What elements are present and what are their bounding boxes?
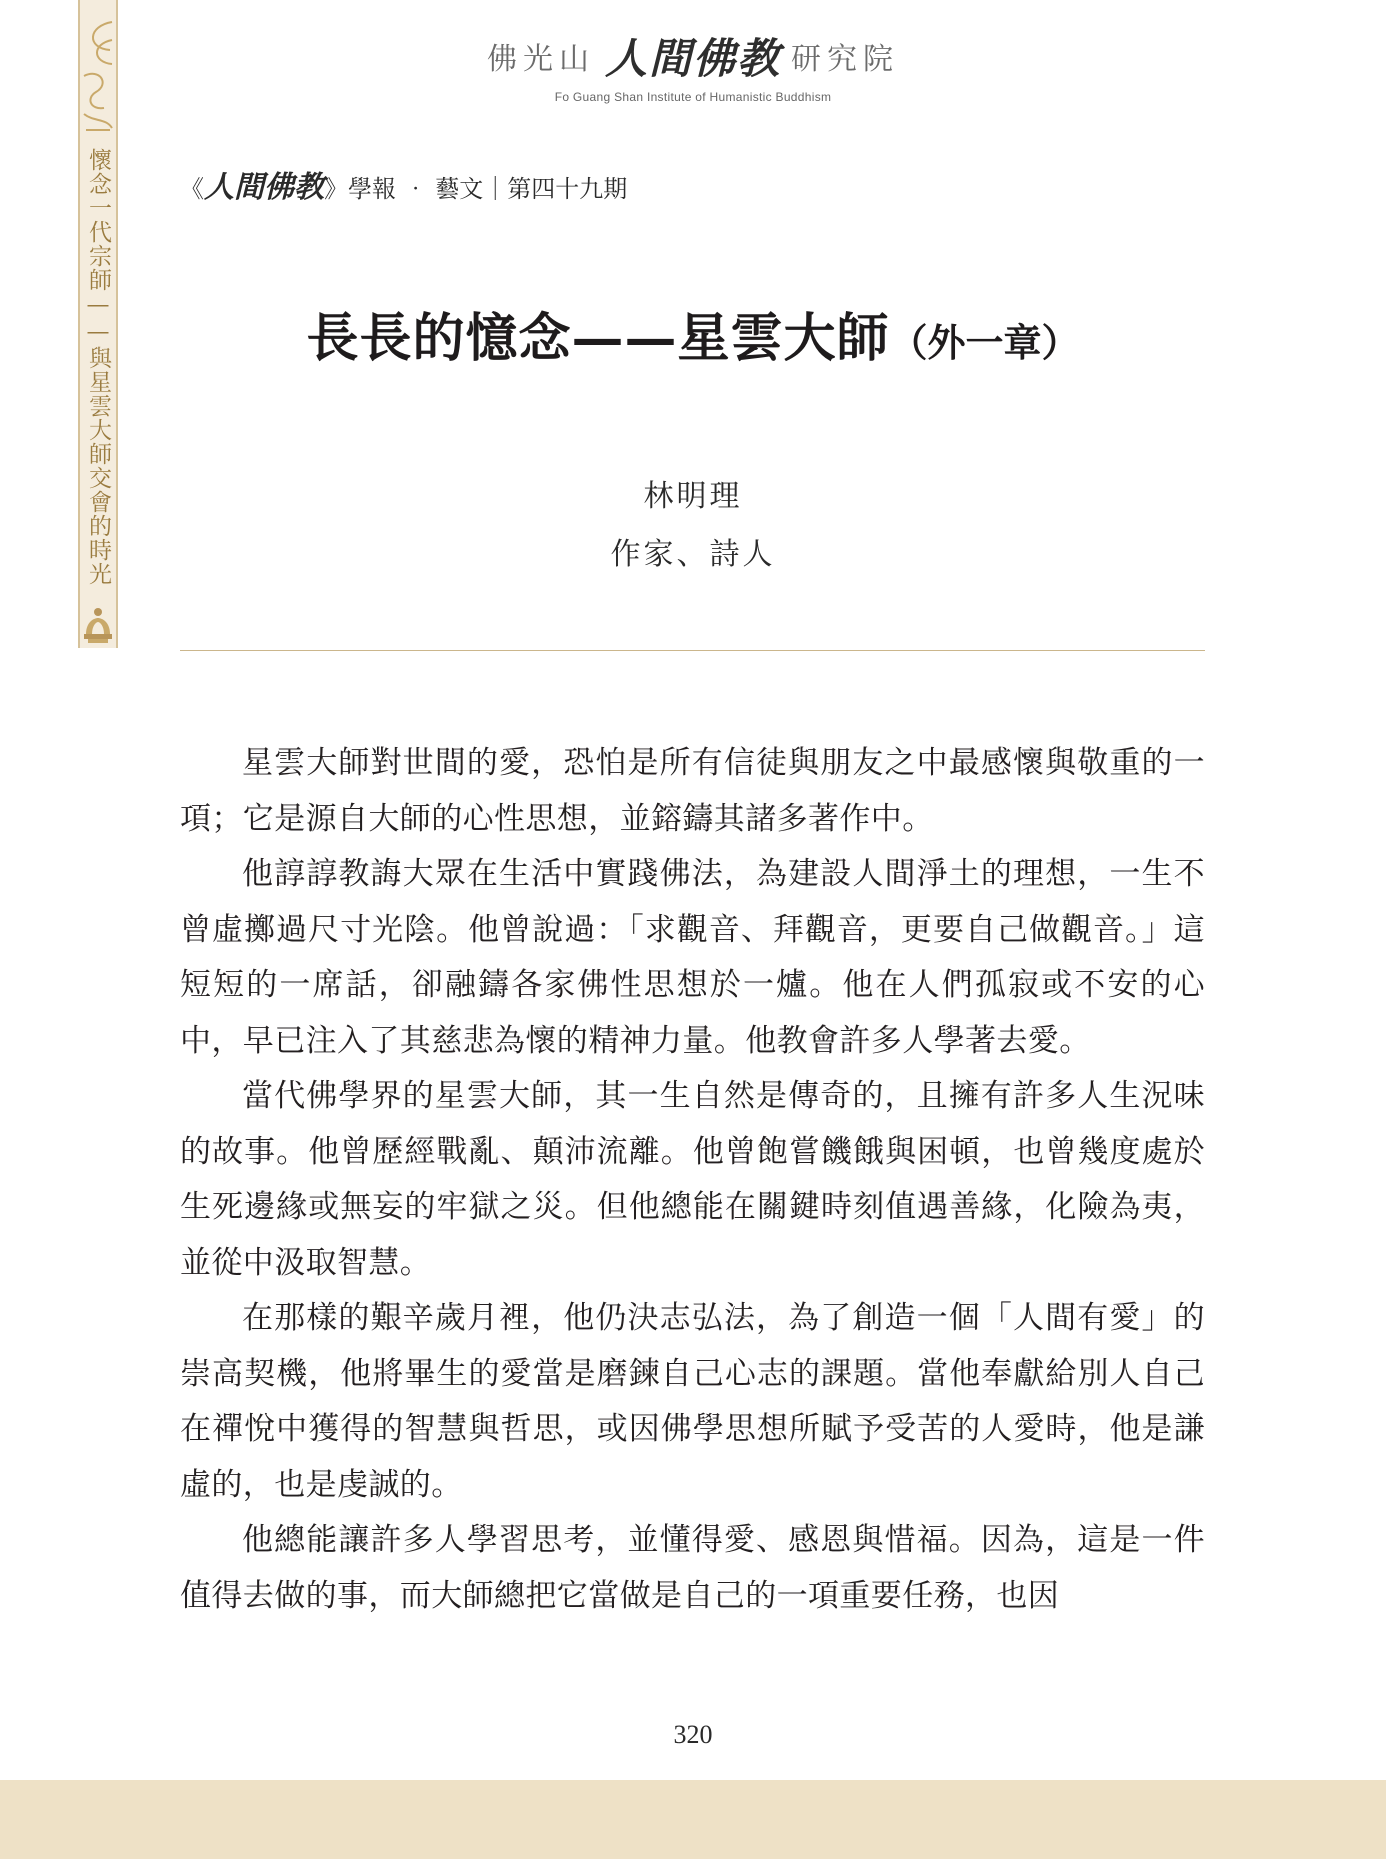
divider: [180, 650, 1205, 651]
paragraph: 他諄諄教誨大眾在生活中實踐佛法，為建設人間淨土的理想，一生不曾虛擲過尺寸光陰。他曾說過：「求觀音、拜觀音，更要自己做觀音。」這短短的一席話，卻融鑄各家佛性思想於一爐。他在人們孤寂或不安的心中，早已注入了其慈悲為懷的精神力量。他教會許多人學著去愛。: [180, 856, 1205, 1059]
paragraph: 當代佛學界的星雲大師，其一生自然是傳奇的，且擁有許多人生況味的故事。他曾歷經戰亂、顛沛流離。他曾飽嘗饑餓與困頓，也曾幾度處於生死邊緣或無妄的牢獄之災。但他總能在關鍵時刻值遇善緣，化險為夷，並從中汲取智慧。: [180, 1078, 1205, 1281]
author-name: 林明理: [643, 479, 743, 514]
paragraph: 在那樣的艱辛歲月裡，他仍決志弘法，為了創造一個「人間有愛」的崇高契機，他將畢生的愛當是磨鍊自己心志的課題。當他奉獻給別人自己在禪悅中獲得的智慧與哲思，或因佛學思想所賦予受苦的人愛時，他是謙虛的，也是虔誠的。: [180, 1300, 1205, 1503]
paragraph: 星雲大師對世間的愛，恐怕是所有信徒與朋友之中最感懷與敬重的一項；它是源自大師的心性思想，並鎔鑄其諸多著作中。: [180, 745, 1205, 837]
author-role: 作家、詩人: [610, 537, 776, 572]
title-main: 長長的憶念——星雲大師: [306, 308, 890, 369]
footer-band: [0, 1780, 1386, 1859]
journal-issue: 學報 ‧ 藝文｜第四十九期: [348, 175, 628, 203]
journal-open-bracket: 《: [180, 175, 204, 203]
institute-prefix: 佛光山: [486, 42, 595, 77]
paragraph: 他總能讓許多人學習思考，並懂得愛、感恩與惜福。因為，這是一件值得去做的事，而大師總把它當做是自己的一項重要任務，也因: [180, 1522, 1205, 1614]
brand-calligraphy: 人間佛教: [604, 34, 781, 83]
article-title: [0, 296, 1386, 371]
lotus-icon: [82, 604, 114, 644]
institute-english-name: Fo Guang Shan Institute of Humanistic Buddhism: [554, 90, 832, 104]
page-header: [0, 26, 1386, 104]
institute-suffix: 研究院: [791, 42, 899, 77]
journal-brand: 人間佛教: [204, 170, 324, 205]
article-body: [180, 736, 1205, 1624]
journal-info: [180, 162, 627, 206]
journal-close-bracket: 》: [324, 175, 348, 203]
institute-name: [487, 26, 899, 86]
side-tab-title: 懷念一代宗師——與星雲大師交會的時光: [85, 148, 111, 586]
page-number: 320: [673, 1720, 713, 1749]
title-sub: （外一章）: [889, 320, 1080, 365]
author-block: [0, 468, 1386, 584]
